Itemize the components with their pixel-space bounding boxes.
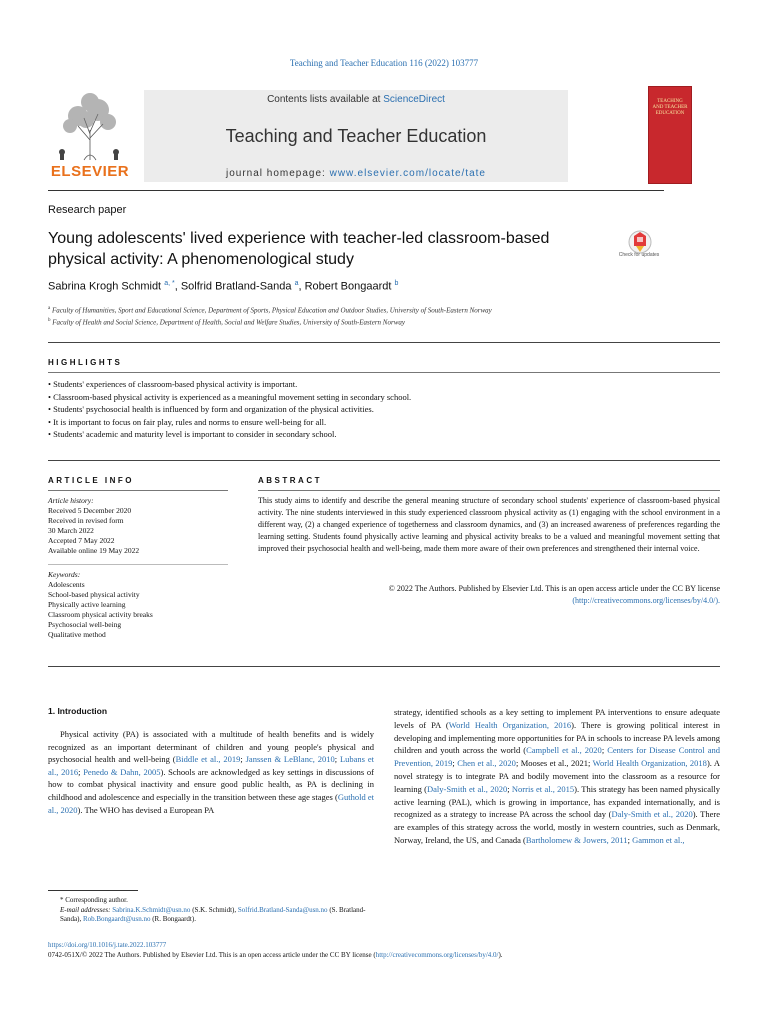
citation-link[interactable]: Centers for Disease Control and Prevention, 2019 xyxy=(394,745,720,769)
body-text: ; xyxy=(78,766,84,777)
citation-link[interactable]: Norris et al., 2015 xyxy=(511,783,575,794)
highlight-item: • It is important to focus on fair play, rules and norms to ensure well-being for all. xyxy=(48,416,327,427)
email-note: (S.K. Schmidt), xyxy=(190,905,238,914)
license-text: 0742-051X/© 2022 The Authors. Published by Elsevier Ltd. This is an open access article under the CC BY license ( xyxy=(48,951,376,959)
keyword: Psychosocial well-being xyxy=(48,620,122,629)
citation-link[interactable]: Penedo & Dahn, 2005 xyxy=(83,766,161,777)
body-text: ; xyxy=(452,758,458,769)
license-link[interactable]: (http://creativecommons.org/licenses/by/4.0/). xyxy=(572,596,720,605)
body-text: strategy, identified schools as a key setting to implement PA interventions to ensure adequate levels of PA ( xyxy=(394,707,720,730)
citation-link[interactable]: Biddle et al., 2019 xyxy=(175,754,241,765)
cover-line-1: TEACHING xyxy=(657,99,683,104)
affiliation-sup: a xyxy=(48,306,51,311)
citation-link[interactable]: Daly-Smith et al., 2020 xyxy=(427,783,508,794)
abstract-rule xyxy=(258,490,720,491)
corresponding-author-note: * Corresponding author. xyxy=(60,896,128,904)
journal-masthead xyxy=(48,86,688,186)
body-text: ). The WHO has devised a European PA xyxy=(77,804,215,815)
body-text: ; xyxy=(627,834,633,845)
history-item: 30 March 2022 xyxy=(48,526,94,535)
email-link[interactable]: Rob.Bongaardt@usn.no xyxy=(82,915,151,923)
body-text: ). This strategy has been named physically active learning (PAL), which is growing in importance, has expanded internationally, and is recognized as a strategy to increase PA across the school day ( xyxy=(394,783,720,820)
section-heading: 1. Introduction xyxy=(48,706,108,716)
body-text: ; xyxy=(601,745,608,756)
homepage-line xyxy=(144,168,568,179)
elsevier-wordmark: ELSEVIER xyxy=(50,163,130,180)
highlight-item: • Students' academic and maturity level is important to consider in secondary school. xyxy=(48,429,337,439)
article-info-column xyxy=(48,496,228,640)
paper-type: Research paper xyxy=(48,204,127,216)
abstract-heading: ABSTRACT xyxy=(258,476,322,485)
elsevier-logo[interactable] xyxy=(48,90,132,182)
highlight-item: • Students' psychosocial health is influenced by form and organization of the physical activities. xyxy=(48,404,374,414)
license-line xyxy=(48,950,503,960)
citation-link[interactable]: Chen et al., 2020 xyxy=(457,758,516,769)
citation-link[interactable]: Bartholomew & Jowers, 2011 xyxy=(525,834,628,845)
citation-link[interactable]: World Health Organization, 2018 xyxy=(592,758,707,769)
running-head[interactable]: Teaching and Teacher Education 116 (2022) 103777 xyxy=(289,58,479,68)
author-name[interactable]: Robert Bongaardt xyxy=(304,280,392,293)
cover-line-3: EDUCATION xyxy=(655,111,685,116)
history-item: Received in revised form xyxy=(48,516,124,525)
citation-link[interactable]: Campbell et al., 2020 xyxy=(526,745,602,756)
highlight-item: • Students' experiences of classroom-based physical activity is important. xyxy=(48,379,298,389)
keywords-label: Keywords: xyxy=(48,570,81,579)
body-text: Physical activity (PA) is associated with a multitude of health benefits and is widely recognized as an important determinant of children and young people's physical and psychosocial health and well-being ( xyxy=(48,729,374,765)
author-name[interactable]: Solfrid Bratland-Sanda xyxy=(180,280,292,293)
check-for-updates-icon[interactable] xyxy=(620,228,660,272)
citation-link[interactable]: Daly-Smith et al., 2020 xyxy=(611,809,693,820)
citation-link[interactable]: World Health Organization, 2016 xyxy=(448,719,572,730)
footnotes xyxy=(48,896,374,925)
highlights-rule xyxy=(48,372,720,373)
affiliation-b xyxy=(48,318,405,326)
footnote-rule xyxy=(48,890,138,891)
affiliation-text: Faculty of Health and Social Science, Department of Health, Social and Welfare Studies, University of South-Eastern Norway xyxy=(52,318,405,327)
check-for-updates-label[interactable]: Check for updates xyxy=(618,252,660,258)
article-info-heading: ARTICLE INFO xyxy=(48,476,134,485)
body-text: ; Mooses et al., 2021; xyxy=(515,758,593,769)
body-text: ). There are examples of this strategy across the world, mostly in western countries, such as Denmark, Norway, Ireland, the US, and Canada ( xyxy=(394,809,720,845)
author-sup[interactable]: a, * xyxy=(164,280,175,287)
citation-link[interactable]: Guthold et al., 2020 xyxy=(48,791,374,815)
body-text: ). Schools are acknowledged as key settings in discussions of how to combat physical inactivity and ensure good public health, as PA is declining in childhood and adolescence and especially in the transition between these age stages ( xyxy=(48,766,374,802)
email-note: (R. Bongaardt). xyxy=(150,915,196,923)
doi-link[interactable]: https://doi.org/10.1016/j.tate.2022.103777 xyxy=(48,941,167,949)
citation-link[interactable]: Gammon et al., xyxy=(632,834,685,845)
keyword: Qualitative method xyxy=(48,630,106,639)
masthead-center xyxy=(144,90,568,182)
contents-line xyxy=(144,94,568,105)
email-link[interactable]: Solfrid.Bratland-Sanda@usn.no xyxy=(237,905,328,914)
abstract-text: This study aims to identify and describe the general meaning structure of secondary school students' experience of classroom-based physical activity. The nine students interviewed in this study experienced classroom physical activity as (1) engaging with the school environment in a different way, (2) a changed experience of togetherness and classroom dynamics, and (3) an increased awareness of preferences regarding the learning setting. Students found physically active learning and physical activity breaks to be a valued and meaningful movement setting that improved their psychosocial health and well-being, made them more aware of their own preferences and strengthened their internal voice. xyxy=(258,496,720,553)
citation-link[interactable]: Janssen & LeBlanc, 2010 xyxy=(245,754,335,765)
affiliation-sup: b xyxy=(48,318,51,323)
history-item: Received 5 December 2020 xyxy=(48,506,132,515)
author-sep: , xyxy=(298,280,305,293)
affiliation-text: Faculty of Humanities, Sport and Educational Science, Department of Sports, Physical Education and Outdoor Studies, University of South-Eastern Norway xyxy=(51,306,492,315)
cover-title xyxy=(649,99,691,117)
author-list xyxy=(48,280,398,293)
email-note: (S. Bratland-Sanda), xyxy=(60,905,366,923)
author-name[interactable]: Sabrina Krogh Schmidt xyxy=(48,280,162,293)
email-addresses xyxy=(48,906,374,925)
body-text: ). A novel strategy is to integrate PA and bodily movement into the classroom as a resource for learning ( xyxy=(394,758,720,794)
license-end: ). xyxy=(498,951,503,959)
intro-left-column xyxy=(48,728,374,816)
highlight-item: • Classroom-based physical activity is experienced as a meaningful movement setting in secondary school. xyxy=(48,391,412,402)
section-divider xyxy=(48,342,720,343)
copyright-notice xyxy=(258,583,720,607)
journal-title[interactable]: Teaching and Teacher Education xyxy=(225,126,487,146)
history-item: Available online 19 May 2022 xyxy=(48,546,140,555)
homepage-prefix: journal homepage: xyxy=(225,168,330,179)
keywords-rule xyxy=(48,564,228,565)
body-text: ; xyxy=(507,783,512,794)
author-sup[interactable]: a xyxy=(294,280,299,287)
email-link[interactable]: Sabrina.K.Schmidt@usn.no xyxy=(112,905,191,914)
history-label: Article history: xyxy=(48,496,94,505)
sciencedirect-link[interactable]: ScienceDirect xyxy=(383,94,445,105)
copyright-text: © 2022 The Authors. Published by Elsevier Ltd. This is an open access article under the CC BY license xyxy=(388,584,720,593)
elsevier-tree-icon xyxy=(48,90,132,162)
journal-cover-thumbnail[interactable] xyxy=(648,86,692,184)
highlights-list xyxy=(48,378,720,441)
history-item: Accepted 7 May 2022 xyxy=(48,536,115,545)
keyword: Physically active learning xyxy=(48,600,126,609)
citation-link[interactable]: Lubans et al., 2016 xyxy=(48,754,374,777)
author-sep: , xyxy=(174,280,181,293)
body-text: ; xyxy=(240,754,246,765)
homepage-link[interactable]: www.elsevier.com/locate/tate xyxy=(329,168,486,179)
affiliation-a xyxy=(48,306,492,314)
body-text: ; xyxy=(334,754,340,765)
keyword: Classroom physical activity breaks xyxy=(48,610,153,619)
masthead-rule xyxy=(48,190,664,191)
body-text: ). There is growing political interest in developing and implementing more opportunities for PA in schools to increase PA levels among children and youth across the world ( xyxy=(394,719,720,756)
paper-title: Young adolescents' lived experience with teacher-led classroom-based physical activity: A phenomenological study xyxy=(48,230,550,268)
email-label: E-mail addresses: xyxy=(60,905,113,914)
keyword: School-based physical activity xyxy=(48,590,140,599)
section-divider xyxy=(48,666,720,667)
contents-prefix: Contents lists available at xyxy=(267,94,384,105)
highlights-heading: HIGHLIGHTS xyxy=(48,358,123,367)
cover-line-2: AND TEACHER xyxy=(652,105,688,110)
doi-block xyxy=(48,940,503,960)
article-info-rule xyxy=(48,490,228,491)
section-divider xyxy=(48,460,720,461)
intro-right-column xyxy=(394,706,720,847)
author-sup[interactable]: b xyxy=(394,280,399,287)
license-url[interactable]: http://creativecommons.org/licenses/by/4.0/ xyxy=(375,951,499,959)
keyword: Adolescents xyxy=(48,580,85,589)
